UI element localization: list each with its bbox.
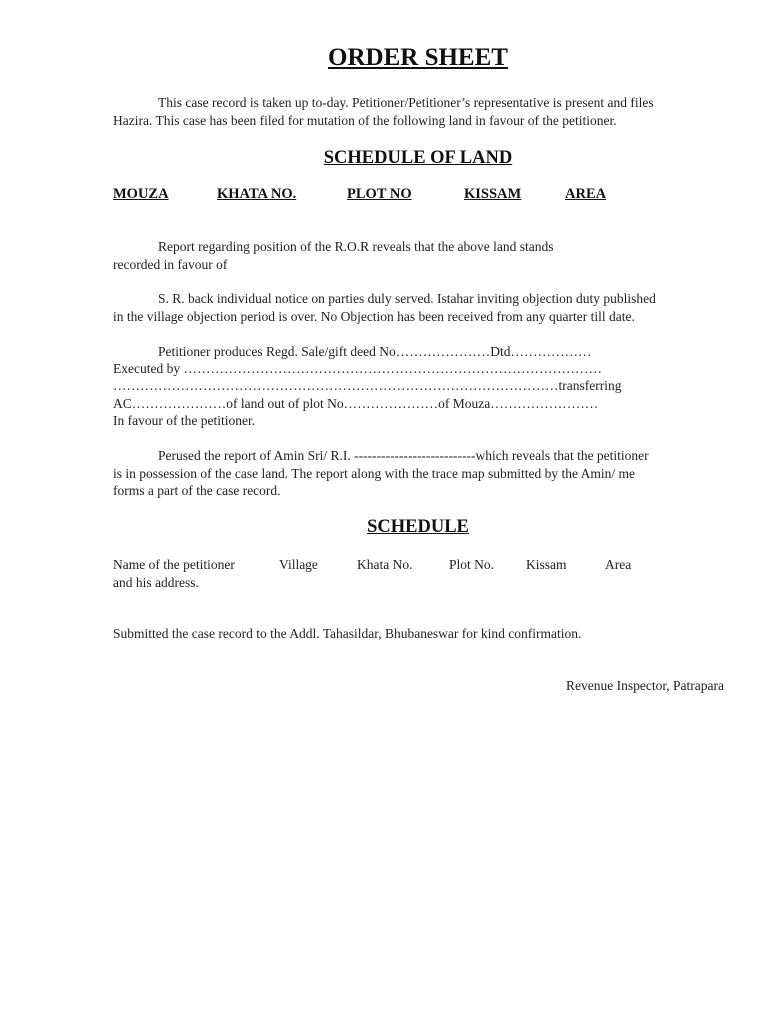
deed-line-2: Executed by ………………………………………………………………………………… <box>113 361 602 376</box>
column-khata-no: KHATA NO. <box>217 186 297 202</box>
amin-report-line-3: forms a part of the case record. <box>113 483 281 498</box>
schedule-column-kissam: Kissam <box>526 557 567 572</box>
column-mouza: MOUZA <box>113 186 169 202</box>
intro-line-1: This case record is taken up to-day. Petitioner/Petitioner’s representative is present and files <box>158 95 654 110</box>
notice-line-2: in the village objection period is over. No Objection has been received from any quarter till date. <box>113 309 635 324</box>
ror-report-line-2: recorded in favour of <box>113 257 228 272</box>
schedule-column-plot-no: Plot No. <box>449 557 495 572</box>
amin-report-line-1: Perused the report of Amin Sri/ R.I. ---------------------------which reveals that the petitioner <box>158 448 649 463</box>
deed-line-4: AC…………………of land out of plot No…………………of Mouza…………………… <box>113 396 599 411</box>
deed-line-5: In favour of the petitioner. <box>113 413 256 428</box>
page-title: ORDER SHEET <box>328 44 508 71</box>
schedule-column-petitioner: Name of the petitioner <box>113 557 235 572</box>
schedule-column-area: Area <box>605 557 632 572</box>
schedule-column-village: Village <box>279 557 318 572</box>
submission-text: Submitted the case record to the Addl. Tahasildar, Bhubaneswar for kind confirmation. <box>113 626 582 641</box>
schedule-column-khata-no: Khata No. <box>357 557 413 572</box>
deed-line-3: ………………………………………………………………………………………transferring <box>113 378 622 393</box>
column-area: AREA <box>565 186 607 202</box>
schedule-of-land-heading: SCHEDULE OF LAND <box>323 148 513 168</box>
intro-line-2: Hazira. This case has been filed for mutation of the following land in favour of the petitioner. <box>113 113 617 128</box>
ror-report-line-1: Report regarding position of the R.O.R reveals that the above land stands <box>158 239 554 254</box>
column-kissam: KISSAM <box>464 186 522 202</box>
schedule-heading: SCHEDULE <box>367 517 469 537</box>
schedule-column-petitioner-address: and his address. <box>113 575 199 590</box>
column-plot-no: PLOT NO <box>347 186 412 202</box>
notice-line-1: S. R. back individual notice on parties duly served. Istahar inviting objection duty published <box>158 291 656 306</box>
deed-line-1: Petitioner produces Regd. Sale/gift deed No…………………Dtd……………… <box>158 344 592 359</box>
amin-report-line-2: is in possession of the case land. The report along with the trace map submitted by the Amin/ me <box>113 466 636 481</box>
signature-line: Revenue Inspector, Patrapara <box>565 678 724 693</box>
